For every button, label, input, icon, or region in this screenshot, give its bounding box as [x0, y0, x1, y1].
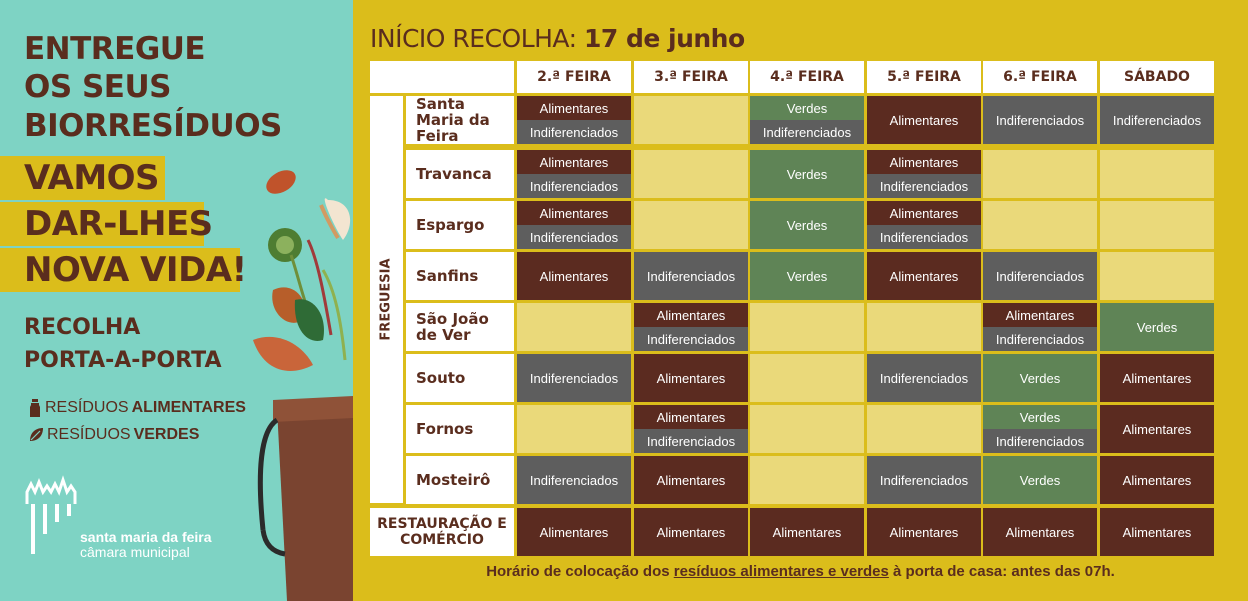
- waste-type-alimentares: Alimentares: [517, 252, 631, 300]
- schedule-cell: [983, 405, 1097, 453]
- waste-type-alimentares: Alimentares: [634, 456, 748, 504]
- waste-type-indiferenciados: Indiferenciados: [750, 120, 864, 144]
- schedule-cell: [750, 96, 864, 144]
- empty-slot: [634, 150, 748, 198]
- empty-slot: [750, 405, 864, 453]
- waste-type-verdes: Verdes: [750, 252, 864, 300]
- day-header: 3.ª FEIRA: [634, 61, 748, 93]
- schedule-cell: [983, 201, 1097, 249]
- schedule-cell: [634, 150, 748, 198]
- schedule-cell: [634, 456, 748, 504]
- waste-type-indiferenciados: Indiferenciados: [983, 96, 1097, 144]
- waste-type-indiferenciados: Indiferenciados: [983, 429, 1097, 453]
- schedule-cell: [750, 508, 864, 556]
- schedule-cell: [634, 303, 748, 351]
- waste-type-alimentares: Alimentares: [1100, 354, 1214, 402]
- waste-type-indiferenciados: Indiferenciados: [517, 174, 631, 198]
- waste-type-verdes: Verdes: [750, 201, 864, 249]
- schedule-cell: [517, 405, 631, 453]
- slogan-line-3: NOVA VIDA!: [24, 250, 247, 290]
- legend-bold: ALIMENTARES: [131, 399, 246, 416]
- empty-slot: [1100, 201, 1214, 249]
- schedule-cell: [1100, 252, 1214, 300]
- legend-prefix: RESÍDUOS: [47, 426, 131, 443]
- waste-type-alimentares: Alimentares: [1100, 456, 1214, 504]
- logo-line-2: câmara municipal: [80, 544, 190, 560]
- legend-alimentares: [28, 399, 246, 417]
- table-corner: [370, 61, 514, 93]
- day-header: 6.ª FEIRA: [983, 61, 1097, 93]
- waste-type-alimentares: Alimentares: [517, 150, 631, 174]
- empty-slot: [750, 354, 864, 402]
- schedule-cell: [1100, 150, 1214, 198]
- waste-type-verdes: Verdes: [1100, 303, 1214, 351]
- waste-type-alimentares: Alimentares: [750, 508, 864, 556]
- schedule-cell: [750, 201, 864, 249]
- schedule-cell: [1100, 96, 1214, 144]
- waste-type-indiferenciados: Indiferenciados: [634, 429, 748, 453]
- empty-slot: [867, 303, 981, 351]
- parish-name: São João de Ver: [406, 303, 514, 351]
- waste-type-indiferenciados: Indiferenciados: [517, 456, 631, 504]
- schedule-cell: [867, 508, 981, 556]
- page-title: [370, 24, 745, 54]
- schedule-cell: [517, 252, 631, 300]
- schedule-cell: [983, 508, 1097, 556]
- schedule-cell: [517, 508, 631, 556]
- waste-type-alimentares: Alimentares: [983, 508, 1097, 556]
- schedule-cell: [634, 96, 748, 144]
- schedule-cell: [1100, 303, 1214, 351]
- schedule-cell: [1100, 405, 1214, 453]
- legend-prefix: RESÍDUOS: [45, 399, 129, 416]
- waste-type-indiferenciados: Indiferenciados: [867, 225, 981, 249]
- waste-type-verdes: Verdes: [750, 150, 864, 198]
- waste-type-alimentares: Alimentares: [1100, 405, 1214, 453]
- subtitle-line-1: RECOLHA: [24, 315, 141, 340]
- schedule-cell: [1100, 456, 1214, 504]
- bottle-icon: [28, 399, 42, 417]
- schedule-cell: [750, 252, 864, 300]
- waste-type-alimentares: Alimentares: [1100, 508, 1214, 556]
- day-header: SÁBADO: [1100, 61, 1214, 93]
- schedule-cell: [750, 456, 864, 504]
- waste-type-indiferenciados: Indiferenciados: [517, 225, 631, 249]
- headline-line-1: ENTREGUE: [24, 31, 206, 67]
- waste-type-verdes: Verdes: [983, 354, 1097, 402]
- waste-type-alimentares: Alimentares: [867, 96, 981, 144]
- schedule-cell: [867, 96, 981, 144]
- schedule-cell: [634, 508, 748, 556]
- schedule-cell: [634, 354, 748, 402]
- waste-type-alimentares: Alimentares: [867, 150, 981, 174]
- compost-bin-illustration: [233, 0, 353, 601]
- waste-type-indiferenciados: Indiferenciados: [517, 354, 631, 402]
- schedule-cell: [634, 252, 748, 300]
- parish-name: Santa Maria da Feira: [406, 96, 514, 144]
- empty-slot: [634, 96, 748, 144]
- slogan-line-1: VAMOS: [24, 158, 160, 198]
- schedule-cell: [517, 201, 631, 249]
- waste-type-alimentares: Alimentares: [517, 508, 631, 556]
- waste-type-verdes: Verdes: [750, 96, 864, 120]
- parish-name: Espargo: [406, 201, 514, 249]
- parish-name: Fornos: [406, 405, 514, 453]
- day-header: 5.ª FEIRA: [867, 61, 981, 93]
- headline-line-3: BIORRESÍDUOS: [24, 108, 282, 144]
- schedule-cell: [867, 150, 981, 198]
- empty-slot: [867, 405, 981, 453]
- waste-type-indiferenciados: Indiferenciados: [867, 174, 981, 198]
- schedule-cell: [983, 456, 1097, 504]
- waste-type-indiferenciados: Indiferenciados: [983, 252, 1097, 300]
- schedule-cell: [867, 201, 981, 249]
- waste-type-verdes: Verdes: [983, 405, 1097, 429]
- waste-type-alimentares: Alimentares: [634, 405, 748, 429]
- schedule-cell: [634, 201, 748, 249]
- legend-verdes: [28, 426, 199, 444]
- slogan-line-2: DAR-LHES: [24, 204, 213, 244]
- left-panel: [0, 0, 353, 601]
- group-label-text: FREGUESIA: [379, 258, 395, 341]
- waste-type-alimentares: Alimentares: [634, 508, 748, 556]
- waste-type-alimentares: Alimentares: [634, 303, 748, 327]
- logo-text: [80, 530, 212, 560]
- footer-part-2: resíduos alimentares e verdes: [673, 563, 889, 580]
- empty-slot: [983, 201, 1097, 249]
- schedule-cell: [750, 405, 864, 453]
- empty-slot: [517, 405, 631, 453]
- schedule-cell: [517, 303, 631, 351]
- empty-slot: [634, 201, 748, 249]
- waste-type-alimentares: Alimentares: [867, 252, 981, 300]
- waste-type-alimentares: Alimentares: [634, 354, 748, 402]
- restaurant-label: RESTAURAÇÃO E COMÉRCIO: [370, 508, 514, 556]
- schedule-cell: [517, 354, 631, 402]
- parish-name: Souto: [406, 354, 514, 402]
- schedule-cell: [983, 252, 1097, 300]
- schedule-cell: [1100, 508, 1214, 556]
- empty-slot: [983, 150, 1097, 198]
- schedule-cell: [750, 354, 864, 402]
- waste-type-alimentares: Alimentares: [867, 508, 981, 556]
- waste-type-indiferenciados: Indiferenciados: [517, 120, 631, 144]
- waste-type-alimentares: Alimentares: [517, 201, 631, 225]
- schedule-cell: [750, 150, 864, 198]
- schedule-cell: [1100, 201, 1214, 249]
- waste-type-verdes: Verdes: [983, 456, 1097, 504]
- schedule-cell: [983, 354, 1097, 402]
- waste-type-indiferenciados: Indiferenciados: [634, 252, 748, 300]
- footer-part-1: Horário de colocação dos: [486, 563, 674, 580]
- title-date: 17 de junho: [583, 24, 745, 53]
- waste-type-indiferenciados: Indiferenciados: [634, 327, 748, 351]
- schedule-cell: [517, 456, 631, 504]
- schedule-cell: [867, 456, 981, 504]
- schedule-cell: [983, 303, 1097, 351]
- waste-type-alimentares: Alimentares: [983, 303, 1097, 327]
- municipality-logo-icon: [25, 474, 77, 554]
- footer-note: [353, 563, 1248, 580]
- empty-slot: [750, 456, 864, 504]
- logo-line-1: santa maria da feira: [80, 529, 212, 545]
- empty-slot: [750, 303, 864, 351]
- waste-type-alimentares: Alimentares: [517, 96, 631, 120]
- schedule-cell: [1100, 354, 1214, 402]
- schedule-cell: [750, 303, 864, 351]
- day-header: 2.ª FEIRA: [517, 61, 631, 93]
- schedule-cell: [867, 252, 981, 300]
- parish-name: Sanfins: [406, 252, 514, 300]
- schedule-cell: [517, 96, 631, 144]
- schedule-cell: [867, 354, 981, 402]
- day-header: 4.ª FEIRA: [750, 61, 864, 93]
- schedule-cell: [634, 405, 748, 453]
- title-prefix: INÍCIO RECOLHA:: [370, 24, 584, 53]
- schedule-cell: [983, 96, 1097, 144]
- schedule-cell: [517, 150, 631, 198]
- parish-name: Travanca: [406, 150, 514, 198]
- parish-name: Mosteirô: [406, 456, 514, 504]
- waste-type-indiferenciados: Indiferenciados: [867, 354, 981, 402]
- empty-slot: [1100, 150, 1214, 198]
- waste-type-indiferenciados: Indiferenciados: [1100, 96, 1214, 144]
- waste-type-indiferenciados: Indiferenciados: [983, 327, 1097, 351]
- empty-slot: [1100, 252, 1214, 300]
- leaf-icon: [28, 427, 44, 443]
- legend-bold: VERDES: [133, 426, 200, 443]
- empty-slot: [517, 303, 631, 351]
- waste-type-indiferenciados: Indiferenciados: [867, 456, 981, 504]
- schedule-cell: [867, 405, 981, 453]
- schedule-cell: [983, 150, 1097, 198]
- headline-line-2: OS SEUS: [24, 69, 171, 105]
- subtitle-line-2: PORTA-A-PORTA: [24, 348, 222, 373]
- group-label: [370, 96, 403, 503]
- footer-part-3: à porta de casa: antes das 07h.: [888, 563, 1115, 580]
- waste-type-alimentares: Alimentares: [867, 201, 981, 225]
- schedule-cell: [867, 303, 981, 351]
